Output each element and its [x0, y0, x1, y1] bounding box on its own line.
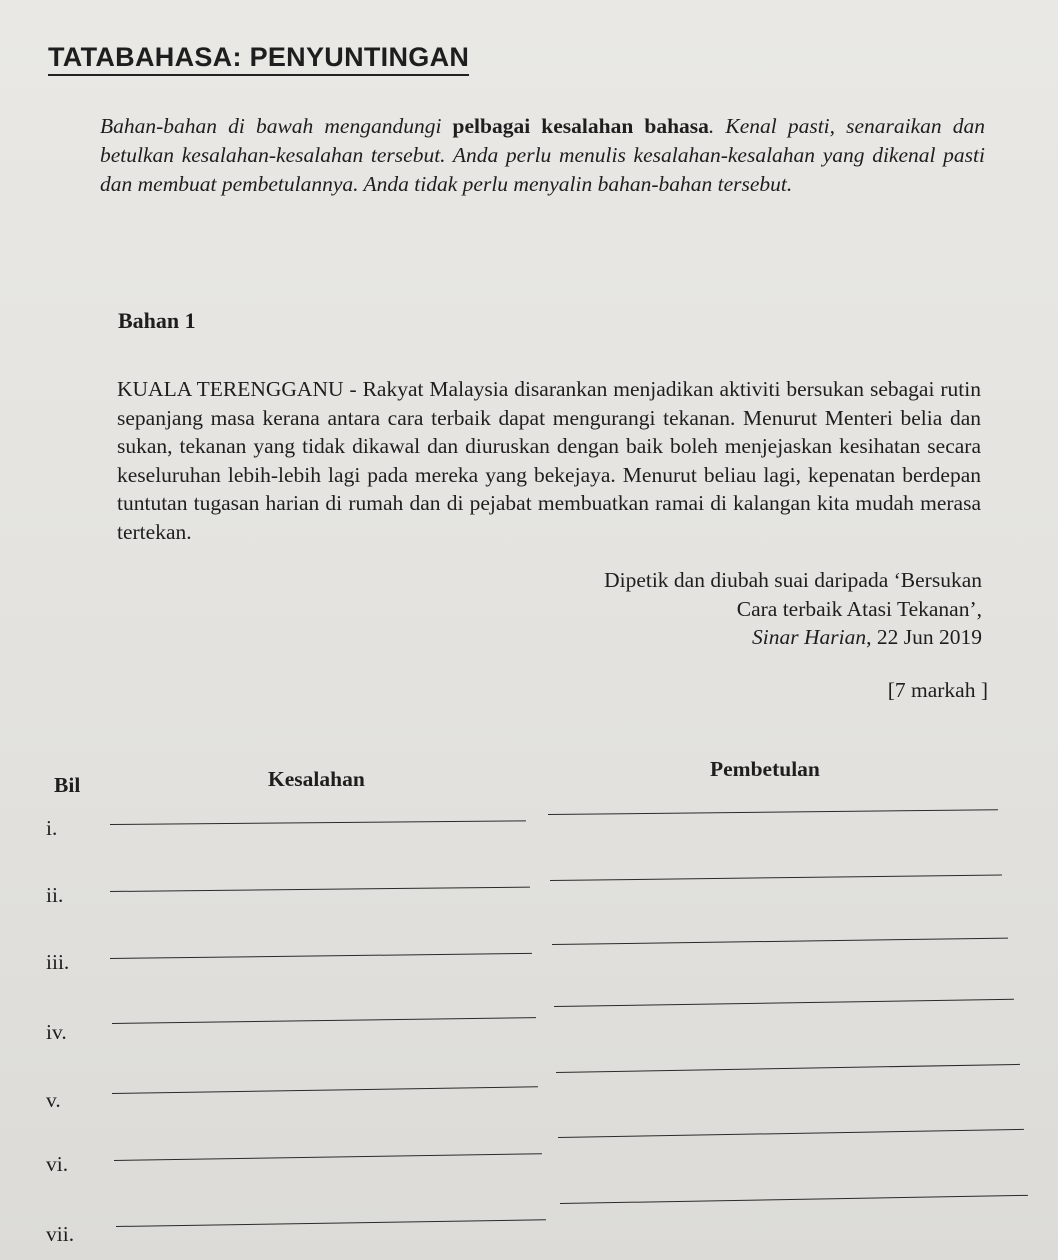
instructions-part1: Bahan-bahan di bawah mengandungi — [100, 114, 453, 138]
source-line-1: Dipetik dan diubah suai daripada ‘Bersukan — [604, 568, 982, 592]
pembetulan-blank-2[interactable] — [550, 874, 1002, 881]
kesalahan-blank-5[interactable] — [112, 1086, 538, 1094]
kesalahan-blank-6[interactable] — [114, 1153, 542, 1161]
column-header-bil: Bil — [54, 773, 81, 797]
row-label-5: v. — [46, 1088, 61, 1112]
column-header-kesalahan: Kesalahan — [268, 767, 365, 791]
row-label-6: vi. — [46, 1152, 69, 1176]
row-label-3: iii. — [46, 950, 70, 974]
pembetulan-blank-1[interactable] — [548, 809, 998, 815]
source-citation — [604, 566, 982, 652]
row-label-4: iv. — [46, 1020, 67, 1044]
pembetulan-blank-4[interactable] — [554, 999, 1014, 1007]
marks-label: [7 markah ] — [887, 678, 988, 702]
kesalahan-blank-4[interactable] — [112, 1017, 536, 1024]
instructions — [100, 112, 985, 199]
source-line-3 — [604, 623, 982, 652]
passage-text: KUALA TERENGGANU - Rakyat Malaysia disarankan menjadikan aktiviti bersukan sebagai rutin sepanjang masa kerana antara cara terbaik dapat mengurangi tekanan. Menurut Menteri belia dan sukan, tekanan yang tidak dikawal dan diuruskan dengan baik boleh menjejaskan kesihatan secara keseluruhan lebih-lebih lagi pada mereka yang bekejaya. Menurut beliau lagi, kepenatan berdepan tuntutan tugasan harian di rumah dan di pejabat membuatkan ramai di kalangan kita mudah merasa tertekan. — [117, 377, 981, 544]
row-label-1: i. — [46, 816, 58, 840]
pembetulan-blank-7[interactable] — [560, 1195, 1028, 1204]
pembetulan-blank-6[interactable] — [558, 1129, 1024, 1138]
instructions-part3: . Kenal pasti, senaraikan dan betulkan kesalahan-kesalahan tersebut. Anda perlu menulis kesalahan-kesalahan yang dikenal pasti dan membuat pembetulannya. Anda tidak perlu menyalin bahan-bahan tersebut. — [100, 114, 985, 196]
page-title: TATABAHASA: PENYUNTINGAN — [48, 42, 469, 76]
row-label-2: ii. — [46, 883, 64, 907]
source-publication: Sinar Harian — [752, 625, 867, 649]
source-date: , 22 Jun 2019 — [866, 625, 982, 649]
instructions-emphasis: pelbagai kesalahan bahasa — [452, 114, 709, 138]
bahan-label: Bahan 1 — [118, 308, 196, 333]
source-line-2: Cara terbaik Atasi Tekanan’, — [736, 596, 982, 621]
pembetulan-blank-3[interactable] — [552, 938, 1008, 945]
column-header-pembetulan: Pembetulan — [710, 757, 820, 781]
kesalahan-blank-1[interactable] — [110, 820, 526, 825]
row-label-7: vii. — [46, 1222, 75, 1246]
pembetulan-blank-5[interactable] — [556, 1064, 1020, 1073]
kesalahan-blank-3[interactable] — [110, 953, 532, 959]
kesalahan-blank-2[interactable] — [110, 887, 530, 892]
kesalahan-blank-7[interactable] — [116, 1219, 546, 1227]
